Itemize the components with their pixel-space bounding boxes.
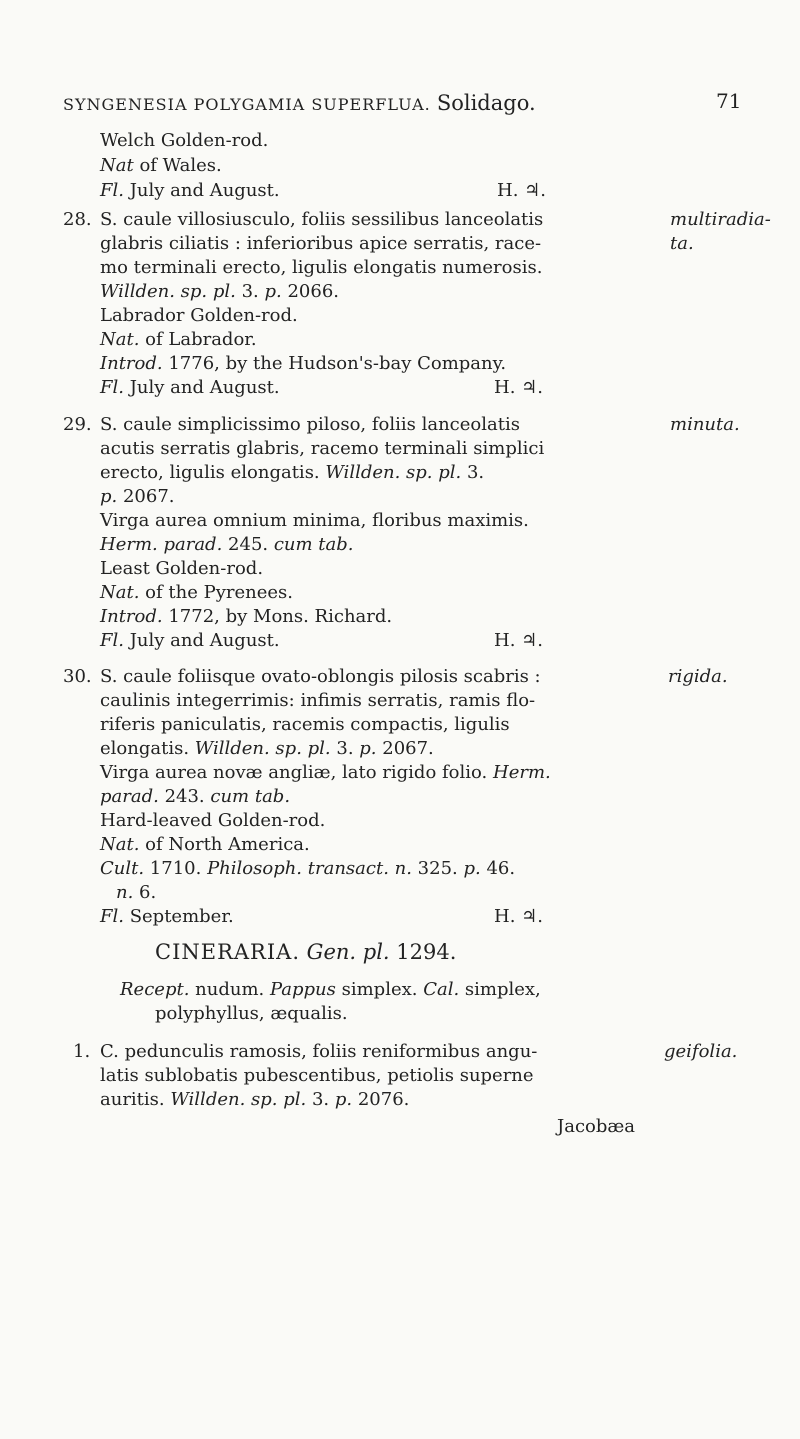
entry-line: S. caule foliisque ovato-oblongis pilosis scabris : — [100, 666, 541, 687]
entry-number: 1. — [73, 1041, 91, 1062]
catchword: Jacobæa — [557, 1116, 636, 1137]
entry-line: Introd. 1776, by the Hudson's-bay Company. — [100, 353, 507, 374]
running-head-text: SYNGENESIA POLYGAMIA SUPERFLUA. — [63, 95, 431, 114]
genus-character: Recept. nudum. Pappus simplex. Cal. simplex, — [120, 979, 541, 1000]
entry-line: C. pedunculis ramosis, foliis reniformibus angu- — [100, 1041, 538, 1062]
entry-line: S. caule simplicissimo piloso, foliis lanceolatis — [100, 414, 520, 435]
entry-number: 28. — [63, 209, 92, 230]
entry-number: 30. — [63, 666, 92, 687]
entry-line: Fl. July and August. — [100, 180, 280, 201]
entry-line: Fl. July and August. — [100, 377, 280, 398]
entry-line: mo terminali erecto, ligulis elongatis numerosis. — [100, 257, 543, 278]
entry-line: p. 2067. — [100, 486, 175, 507]
entry-line: auritis. Willden. sp. pl. 3. p. 2076. — [100, 1089, 410, 1110]
entry-line: Least Golden-rod. — [100, 558, 264, 579]
entry-line: Cult. 1710. Philosoph. transact. n. 325. p. 46. — [100, 858, 516, 879]
entry-line: Virga aurea omnium minima, floribus maximis. — [100, 510, 529, 531]
species-epithet: multiradia- — [670, 209, 771, 230]
entry-line: Labrador Golden-rod. — [100, 305, 298, 326]
entry-line: Willden. sp. pl. 3. p. 2066. — [100, 281, 340, 302]
entry-line: elongatis. Willden. sp. pl. 3. p. 2067. — [100, 738, 434, 759]
entry-line: Herm. parad. 245. cum tab. — [100, 534, 354, 555]
entry-line: riferis paniculatis, racemis compactis, ligulis — [100, 714, 510, 735]
entry-line: acutis serratis glabris, racemo terminali simplici — [100, 438, 545, 459]
entry-line: Nat. of the Pyrenees. — [100, 582, 293, 603]
entry-line: S. caule villosiusculo, foliis sessilibus lanceolatis — [100, 209, 544, 230]
entry-line: parad. 243. cum tab. — [100, 786, 291, 807]
habit-symbol: H. ♃. — [494, 377, 543, 398]
habit-symbol: H. ♃. — [494, 906, 543, 927]
running-head-genus: Solidago. — [436, 91, 536, 115]
entry-line: Fl. July and August. — [100, 630, 280, 651]
genus-character: polyphyllus, æqualis. — [155, 1003, 348, 1024]
page-number: 71 — [716, 89, 742, 113]
entry-line: Virga aurea novæ angliæ, lato rigido folio. Herm. — [100, 762, 551, 783]
entry-line: Hard-leaved Golden-rod. — [100, 810, 326, 831]
entry-line: latis sublobatis pubescentibus, petiolis superne — [100, 1065, 534, 1086]
entry-line: Nat. of Labrador. — [100, 329, 257, 350]
habit-symbol: H. ♃. — [497, 180, 546, 201]
entry-line: glabris ciliatis : inferioribus apice serratis, race- — [100, 233, 542, 254]
species-epithet: geifolia. — [664, 1041, 738, 1062]
entry-line: Nat of Wales. — [100, 155, 222, 176]
species-epithet: rigida. — [668, 666, 728, 687]
entry-line: Nat. of North America. — [100, 834, 310, 855]
genus-heading: CINERARIA. Gen. pl. 1294. — [155, 940, 457, 964]
entry-line: Fl. September. — [100, 906, 234, 927]
entry-line: erecto, ligulis elongatis. Willden. sp. pl. 3. — [100, 462, 485, 483]
habit-symbol: H. ♃. — [494, 630, 543, 651]
species-epithet-cont: ta. — [670, 233, 694, 254]
entry-line: caulinis integerrimis: infimis serratis, ramis flo- — [100, 690, 536, 711]
entry-line: Welch Golden-rod. — [100, 130, 269, 151]
entry-line: Introd. 1772, by Mons. Richard. — [100, 606, 393, 627]
entry-line: n. 6. — [116, 882, 157, 903]
species-epithet: minuta. — [670, 414, 740, 435]
running-head — [63, 91, 536, 115]
entry-number: 29. — [63, 414, 92, 435]
